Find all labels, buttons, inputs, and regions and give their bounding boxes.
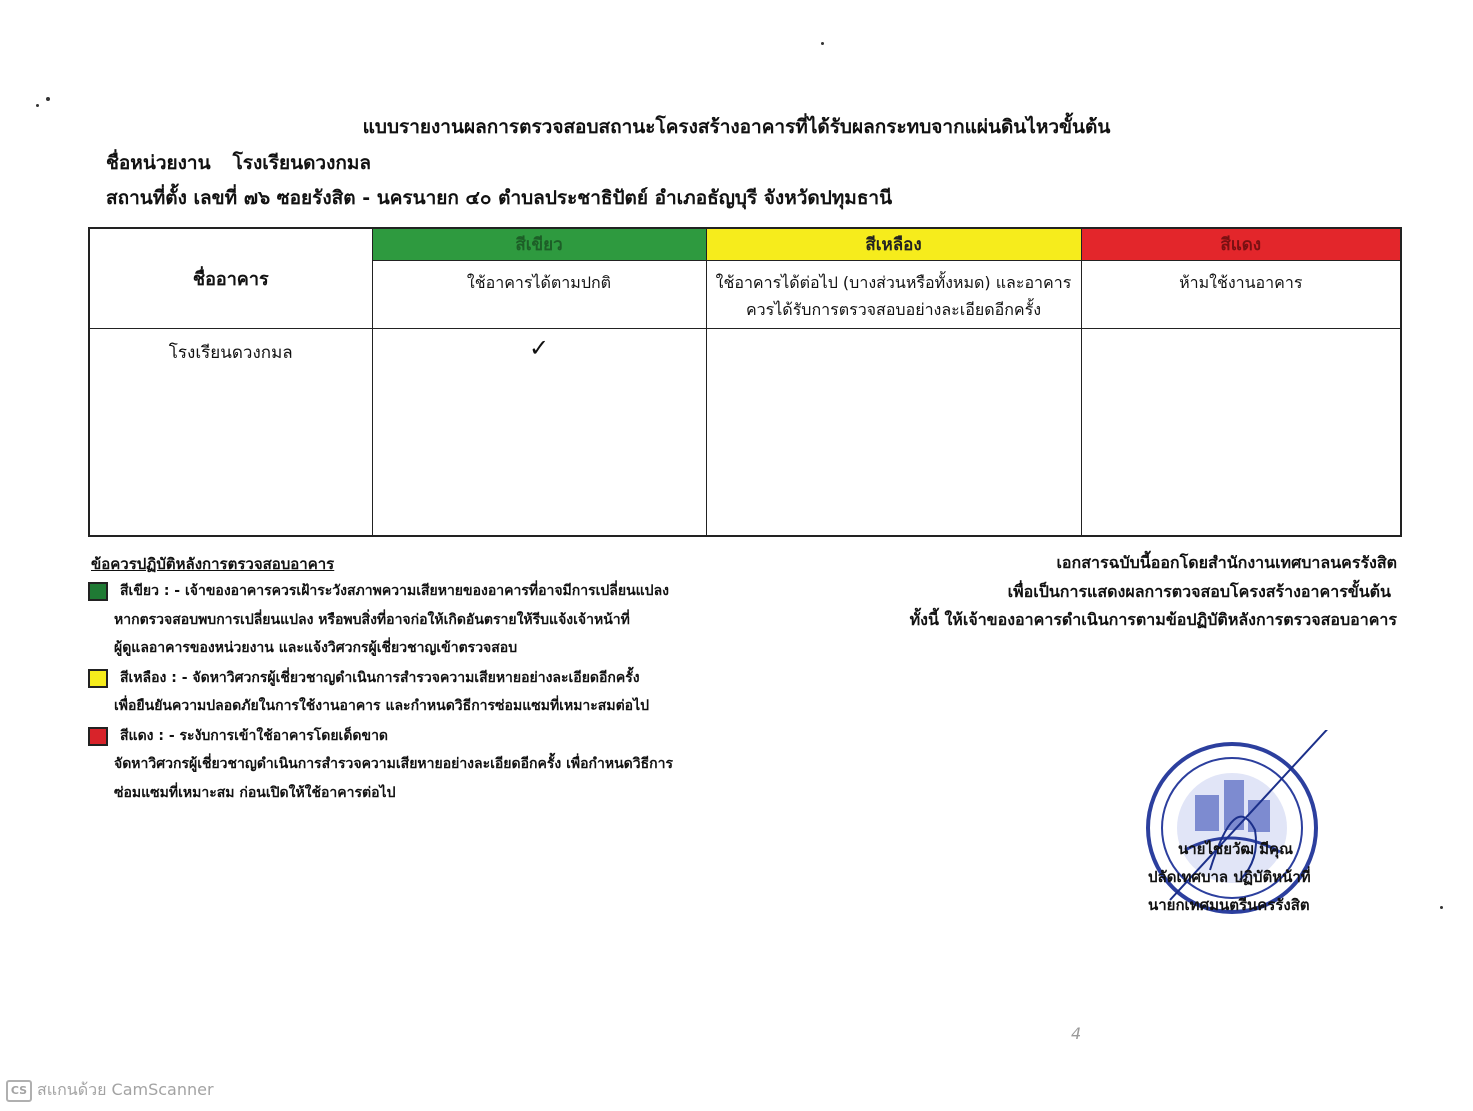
issuer-line: เอกสารฉบับนี้ออกโดยสำนักงานเทศบาลนครรังสิต	[1056, 553, 1397, 572]
yellow-description-line: ใช้อาคารได้ต่อไป (บางส่วนหรือทั้งหมด) และอาคาร	[715, 272, 1072, 292]
address-line: สถานที่ตั้ง เลขที่ ๗๖ ซอยรังสิต - นครนายก ๔๐ ตำบลประชาธิปัตย์ อำเภอธัญบุรี จังหวัดปทุมธานี	[106, 187, 893, 209]
speck	[46, 97, 50, 101]
note-line: สีเขียว : - เจ้าของอาคารควรเฝ้าระวังสภาพความเสียหายของอาคารที่อาจมีการเปลี่ยนแปลง	[120, 583, 669, 599]
building-name-header: ชื่ออาคาร	[89, 228, 372, 328]
note-line: ผู้ดูแลอาคารของหน่วยงาน และแจ้งวิศวกรผู้เชี่ยวชาญเข้าตรวจสอบ	[114, 640, 518, 656]
green-cell	[372, 328, 706, 536]
note-green	[88, 582, 688, 663]
signer-position: ปลัดเทศบาล ปฏิบัติหน้าที่	[1148, 868, 1311, 886]
note-line: สีแดง : - ระงับการเข้าใช้อาคารโดยเด็ดขาด	[120, 727, 389, 744]
organization-label: ชื่อหน่วยงาน	[106, 152, 211, 174]
green-description-line: ใช้อาคารได้ตามปกติ	[466, 272, 612, 292]
post-inspection-notes	[88, 552, 688, 807]
green-header: สีเขียว	[372, 228, 706, 260]
red-header: สีแดง	[1081, 228, 1401, 260]
green-swatch-icon	[88, 582, 108, 601]
red-swatch-icon	[88, 727, 108, 746]
signer-position: นายกเทศมนตรีนครรังสิต	[1148, 896, 1310, 914]
camscanner-watermark	[6, 1078, 214, 1103]
camscanner-text: สแกนด้วย CamScanner	[37, 1080, 214, 1099]
notes-heading: ข้อควรปฏิบัติหลังการตรวจสอบอาคาร	[91, 555, 335, 573]
red-description	[1081, 260, 1401, 328]
signature-block	[1148, 835, 1311, 919]
green-description	[372, 260, 706, 328]
status-table	[88, 227, 1402, 537]
building-name-cell: โรงเรียนดวงกมล	[89, 328, 372, 536]
note-line: เพื่อยืนยันความปลอดภัยในการใช้งานอาคาร และกำหนดวิธีการซ่อมแซมที่เหมาะสมต่อไป	[114, 698, 650, 714]
speck	[1440, 906, 1443, 909]
note-line: ซ่อมแซมที่เหมาะสม ก่อนเปิดให้ใช้อาคารต่อไป	[114, 784, 396, 801]
yellow-description-line: ควรได้รับการตรวจสอบอย่างละเอียดอีกครั้ง	[745, 299, 1042, 319]
note-line: จัดหาวิศวกรผู้เชี่ยวชาญดำเนินการสำรวจความเสียหายอย่างละเอียดอีกครั้ง เพื่อกำหนดวิธีการ	[114, 756, 673, 772]
page-mark: 4	[1071, 1024, 1082, 1043]
speck	[821, 42, 824, 45]
note-line: หากตรวจสอบพบการเปลี่ยนแปลง หรือพบสิ่งที่อาจก่อให้เกิดอันตรายให้รีบแจ้งเจ้าหน้าที่	[114, 611, 630, 628]
signer-name: นายไชยวัฒ มีคุณ	[1178, 840, 1294, 858]
issuer-line: ทั้งนี้ ให้เจ้าของอาคารดำเนินการตามข้อปฏิบัติหลังการตรวจสอบอาคาร	[909, 610, 1397, 629]
organization-line	[106, 148, 371, 178]
yellow-swatch-icon	[88, 669, 108, 688]
document-title: แบบรายงานผลการตรวจสอบสถานะโครงสร้างอาคารที่ได้รับผลกระทบจากแผ่นดินไหวขั้นต้น	[362, 116, 1111, 138]
note-red	[88, 727, 688, 808]
yellow-cell	[706, 328, 1081, 536]
red-description-line: ห้ามใช้งานอาคาร	[1179, 272, 1303, 292]
checkmark-icon: ✓	[528, 333, 550, 362]
issuer-line: เพื่อเป็นการแสดงผลการตวจสอบโครงสร้างอาคารขั้นต้น	[1007, 581, 1391, 601]
organization-value: โรงเรียนดวงกมล	[232, 152, 372, 174]
issuer-statement	[837, 549, 1397, 635]
red-cell	[1081, 328, 1401, 536]
note-yellow	[88, 669, 688, 721]
table-row	[89, 328, 1401, 536]
yellow-header: สีเหลือง	[706, 228, 1081, 260]
camscanner-logo-icon: CS	[6, 1080, 32, 1102]
speck	[36, 104, 39, 107]
note-line: สีเหลือง : - จัดหาวิศวกรผู้เชี่ยวชาญดำเนินการสำรวจความเสียหายอย่างละเอียดอีกครั้ง	[120, 669, 640, 686]
yellow-description	[706, 260, 1081, 328]
